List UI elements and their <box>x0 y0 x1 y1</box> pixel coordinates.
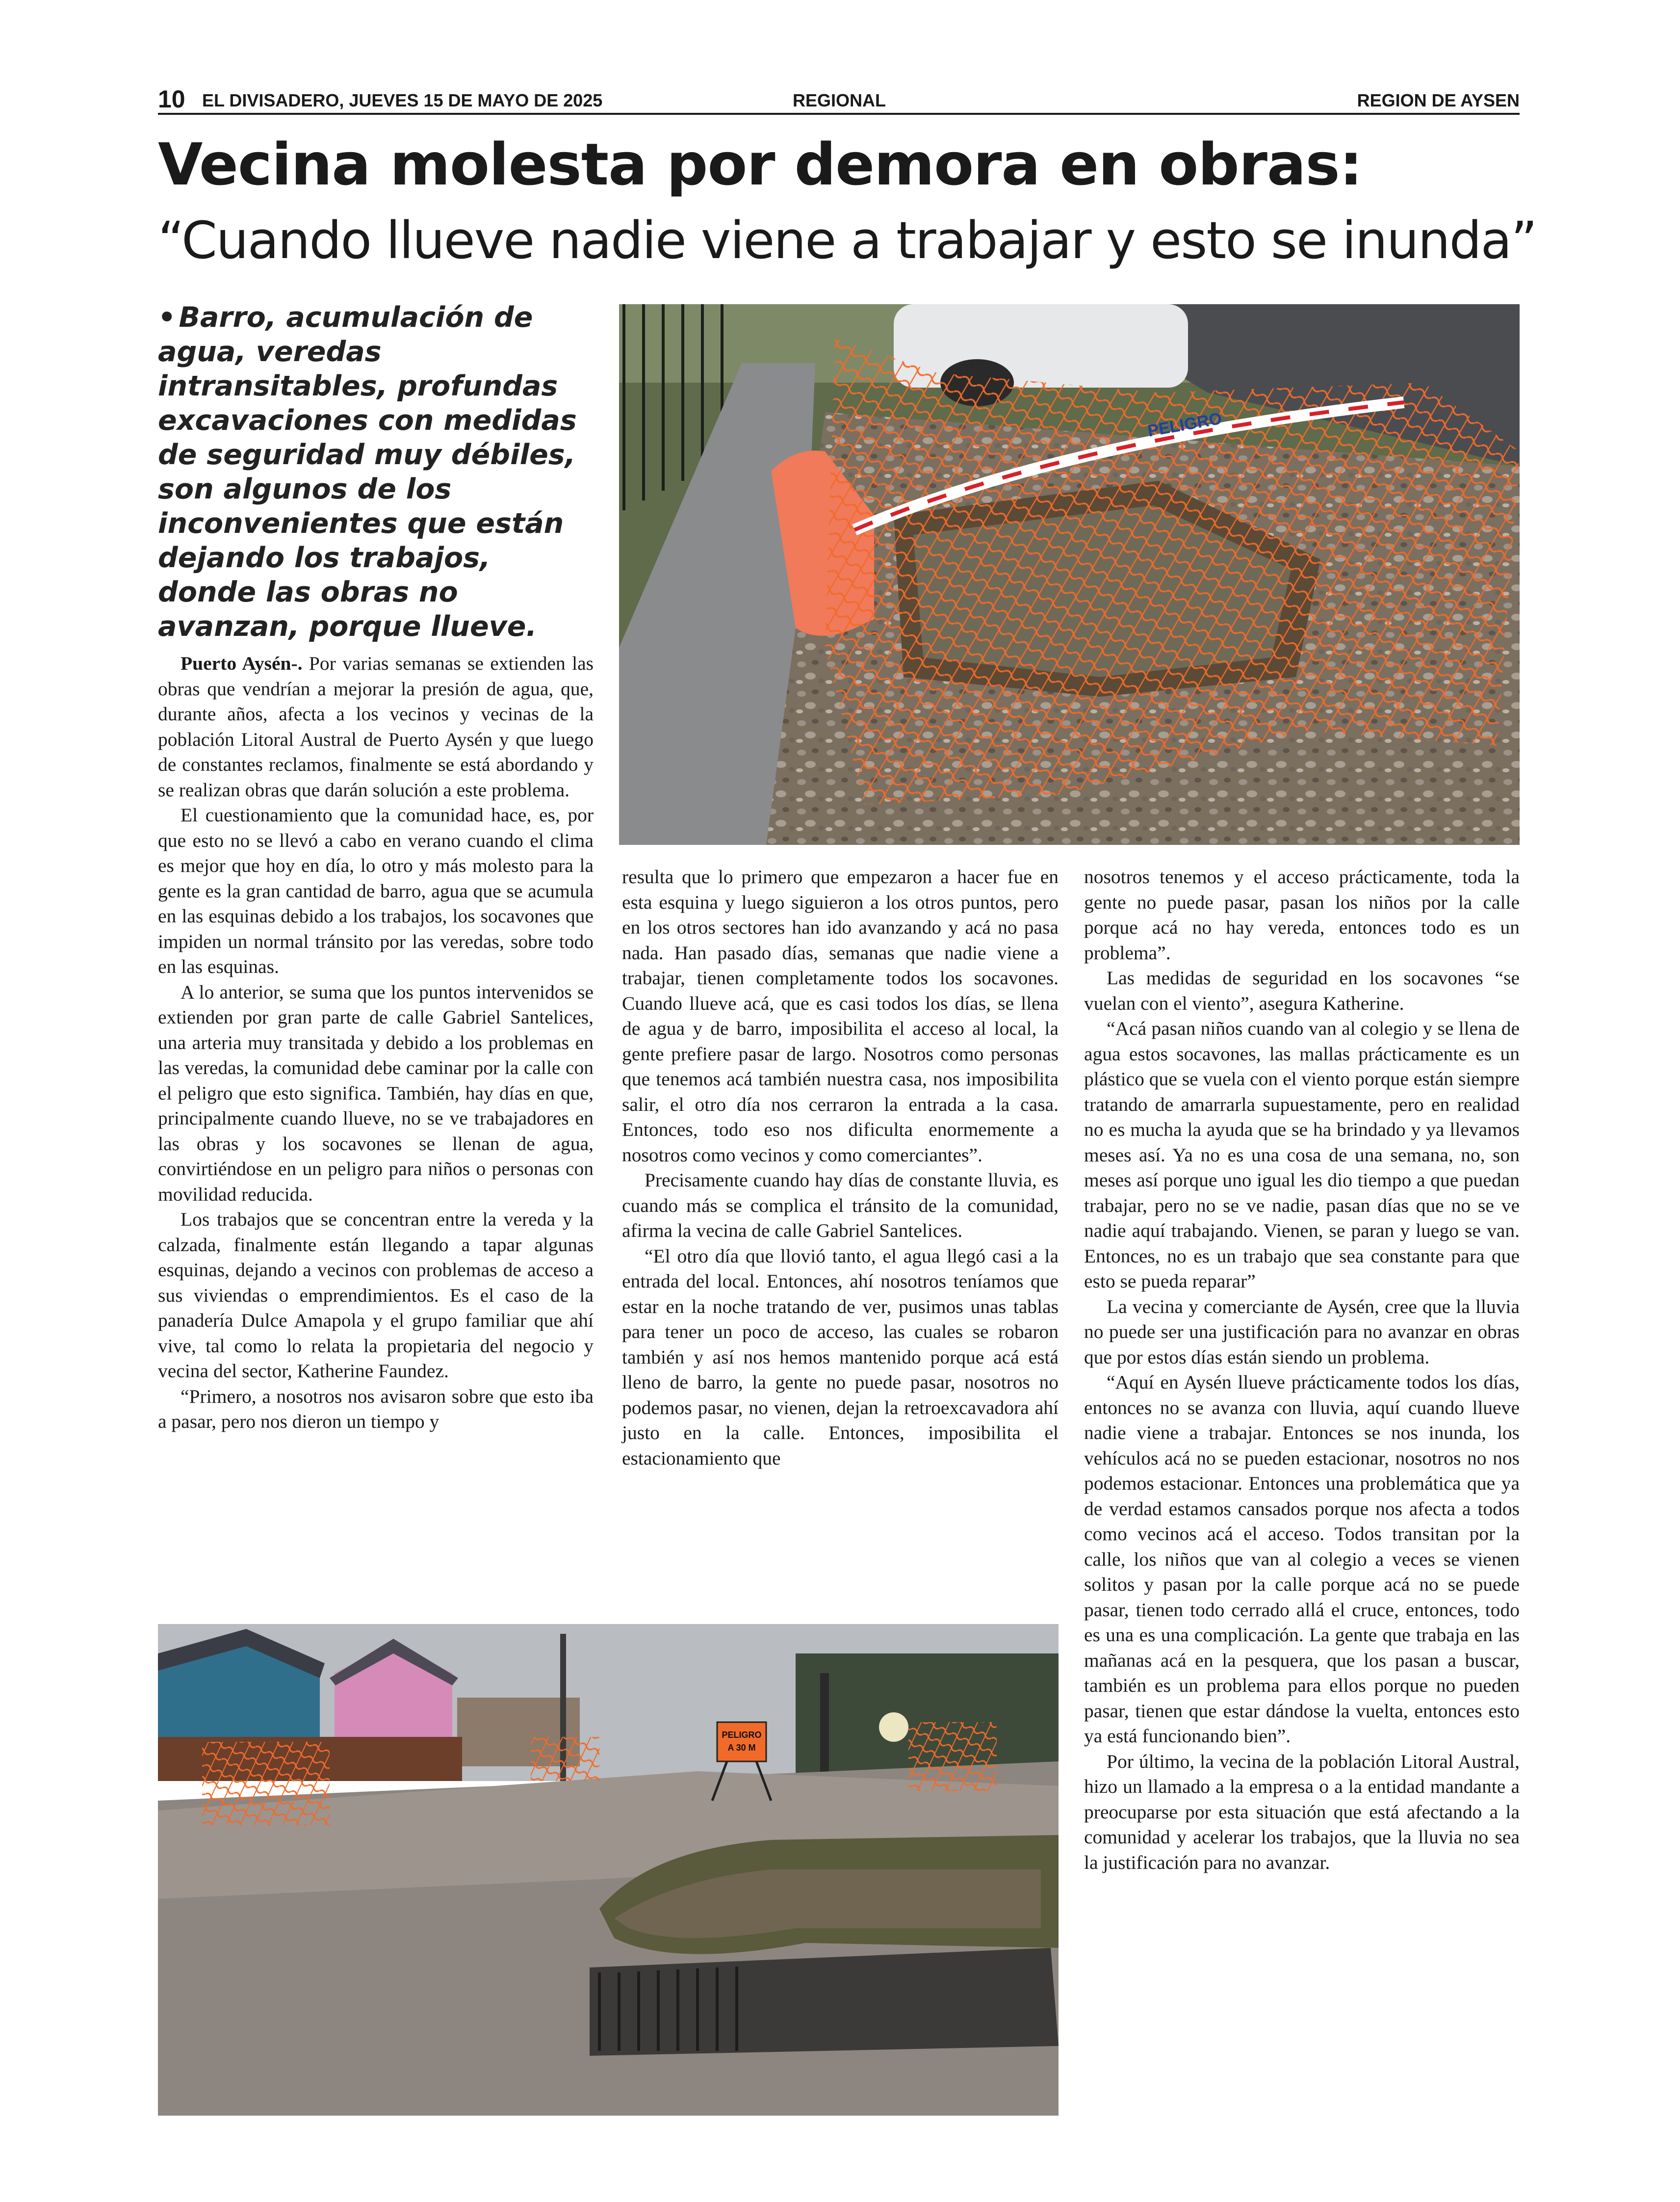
subheadline: “Cuando llueve nadie viene a trabajar y esto se inunda” <box>158 210 1537 270</box>
page-number: 10 <box>158 85 185 113</box>
paragraph: Puerto Aysén-. Por varias semanas se extienden las obras que vendrían a mejorar la presión de agua, que, durante años, afecta a los vecinos y vecinas de la población Litoral Austral de Puerto Aysén y que luego de constantes reclamos, finalmente se está abordando y se realizan obras que darán solución a este problema. <box>158 653 594 801</box>
dateline: Puerto Aysén-. <box>181 653 303 674</box>
lead-paragraph <box>158 300 590 644</box>
flooded-street-illustration <box>158 1624 1059 2116</box>
header-rule <box>158 113 1520 115</box>
paragraph: resulta que lo primero que empezaron a hacer fue en esta esquina y luego siguieron a los otros puntos, pero en los otros sectores han ido avanzando y acá no pasa nada. Han pasado días, semanas que nadie viene a trabajar, tienen completamente todos los socavones. Cuando llueve acá, que es casi todos los días, se llena de agua y de barro, imposibilita el acceso al local, la gente prefiere pasar de largo. Nosotros como personas que tenemos acá también nuestra casa, nos imposibilita salir, el otro día nos cerraron la entrada a la casa. Entonces, todo eso nos dificulta enormemente a nosotros como vecinos y como comerciantes”. <box>622 866 1059 1166</box>
publication-dateline: EL DIVISADERO, JUEVES 15 DE MAYO DE 2025 <box>202 90 603 110</box>
body-column-1 <box>158 651 594 1435</box>
flooded-street-photo <box>158 1624 1059 2116</box>
region-label: REGION DE AYSEN <box>1357 90 1520 110</box>
paragraph: Las medidas de seguridad en los socavones “se vuelan con el viento”, asegura Katherine. <box>1084 967 1520 1014</box>
paragraph: “El otro día que llovió tanto, el agua llegó casi a la entrada del local. Entonces, ahí nosotros teníamos que estar en la noche tratando de ver, pusimos unas tablas para tener un poco de acceso, las cuales se robaron también y así nos hemos mantenido porque acá está lleno de barro, la gente no puede pasar, nosotros no podemos pasar, no vienen, dejan la retroexcavadora ahí justo en la calle. Entonces, imposibilita el estacionamiento que <box>622 1245 1059 1469</box>
paragraph: El cuestionamiento que la comunidad hace, es, por que esto no se llevó a cabo en verano cuando el clima es mejor que hoy en día, lo otro y más molesto para la gente es la gran cantidad de barro, agua que se acumula en las esquinas debido a los trabajos, los socavones que impiden un normal tránsito por las veredas, sobre todo en las esquinas. <box>158 804 594 977</box>
paragraph: “Aquí en Aysén llueve prácticamente todos los días, entonces no se avanza con lluvia, aquí cuando llueve nadie viene a trabajar. Entonces se nos inunda, los vehículos acá no se pueden estacionar, nosotros no nos podemos estacionar. Entonces una problemática que ya de verdad estamos cansados porque nos afecta a todos como vecinos acá el acceso. Todos transitan por la calle, los niños que van al colegio a veces se vienen solitos y pasan por la calle porque acá no se puede pasar, tienen todo cerrado allá el cruce, entonces, todo es una es una complicación. La gente que trabaja en las mañanas acá en la pesquera, que los pasan a buscar, también es un problema para ellos porque no pueden pasar, tienen que estar dándose la vuelta, entonces esto ya está funcionando bien”. <box>1084 1371 1520 1747</box>
paragraph: nosotros tenemos y el acceso prácticamente, toda la gente no puede pasar, pasan los niños por la calle porque acá no hay vereda, entonces todo es un problema”. <box>1084 866 1520 964</box>
sign-line-2: A 30 M <box>727 1743 756 1753</box>
headline: Vecina molesta por demora en obras: <box>158 131 1362 198</box>
paragraph: Por último, la vecina de la población Litoral Austral, hizo un llamado a la empresa o a la entidad mandante a preocuparse por esta situación que está afectando a la comunidad y acelerar los trabajos, que la lluvia no sea la justificación para no avanzar. <box>1084 1750 1520 1873</box>
body-column-2 <box>622 865 1059 1471</box>
paragraph: La vecina y comerciante de Aysén, cree que la lluvia no puede ser una justificación para no avanzar en obras que por estos días están siendo un problema. <box>1084 1295 1520 1368</box>
paragraph: Los trabajos que se concentran entre la vereda y la calzada, finalmente están llegando a tapar algunas esquinas, dejando a vecinos con problemas de acceso a sus viviendas o emprendimientos. Es el caso de la panadería Dulce Amapola y el grupo familiar que ahí vive, tal como lo relata la propietaria del negocio y vecina del sector, Katherine Faundez. <box>158 1208 594 1382</box>
excavation-photo <box>619 304 1520 845</box>
section-label: REGIONAL <box>793 90 886 110</box>
body-column-3 <box>1084 865 1520 1875</box>
sign-line-1: PELIGRO <box>722 1730 762 1740</box>
paragraph: A lo anterior, se suma que los puntos intervenidos se extienden por gran parte de calle Gabriel Santelices, una arteria muy transitada y debido a los problemas en las veredas, la comunidad debe caminar por la calle con el peligro que esto significa. También, hay días en que, principalmente cuando llueve, no se ve trabajadores en las obras y los socavones se llenan de agua, convirtiéndose en un peligro para niños o personas con movilidad reducida. <box>158 981 594 1205</box>
lead-bullet: • <box>158 301 176 334</box>
lead-text: Barro, acumulación de agua, veredas intransitables, profundas excavaciones con medidas de seguridad muy débiles, son algunos de los inconvenientes que están dejando los trabajos, donde las obras no avanzan, porque llueve. <box>158 301 577 643</box>
tape-text: PELIGRO <box>1146 409 1224 441</box>
paragraph: “Primero, a nosotros nos avisaron sobre que esto iba a pasar, pero nos dieron un tiempo y <box>158 1385 594 1432</box>
paragraph: Precisamente cuando hay días de constante lluvia, es cuando más se complica el tránsito de la comunidad, afirma la vecina de calle Gabriel Santelices. <box>622 1169 1059 1241</box>
paragraph: “Acá pasan niños cuando van al colegio y se llena de agua estos socavones, las mallas prácticamente es un plástico que se vuela con el viento porque están siempre tratando de amarrarla supuestamente, pero en realidad no es mucha la ayuda que se ha brindado y ya llevamos meses así. Ya no es una cosa de una semana, no, son meses así porque uno igual les dio tiempo a que puedan trabajar, pero no se ve nadie, pasan días que no se ve nadie aquí trabajando. Vienen, se paran y luego se van. Entonces, no es un trabajo que sea constante para que esto se pueda reparar” <box>1084 1018 1520 1292</box>
excavation-photo-illustration <box>619 304 1520 845</box>
